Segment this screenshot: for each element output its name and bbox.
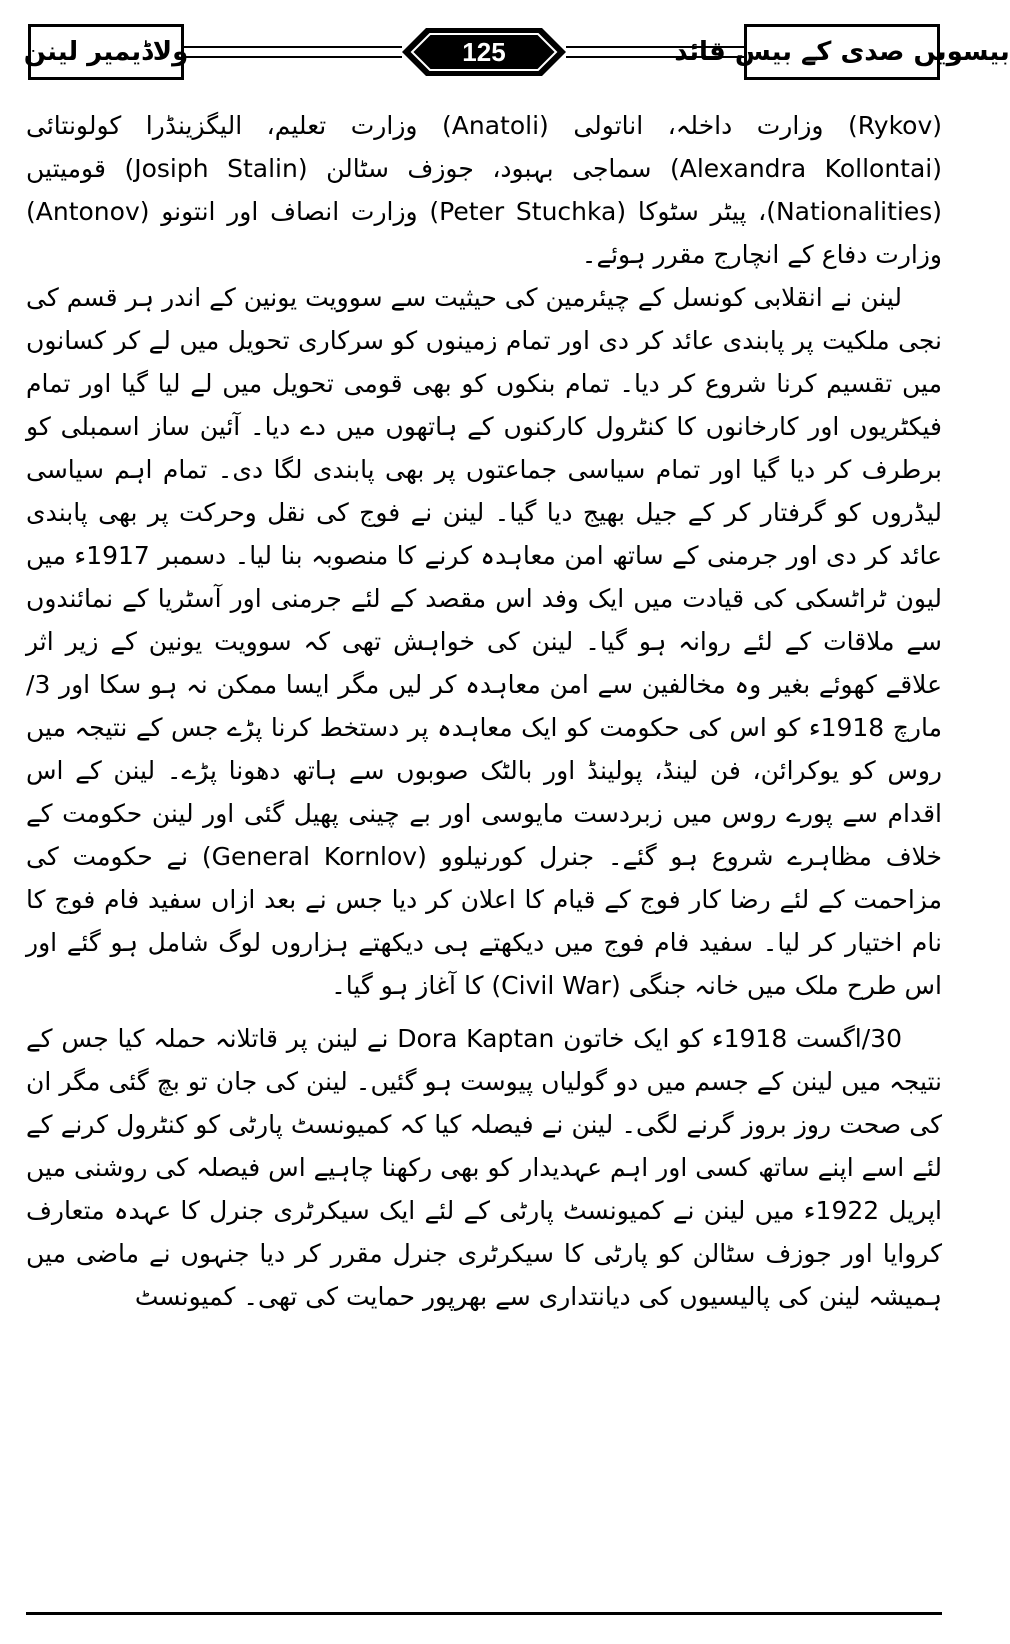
page-header	[23, 24, 1010, 84]
chapter-title: ولاڈیمیر لینن	[23, 37, 189, 67]
footer-rule	[26, 1612, 942, 1615]
paragraph-2: لینن نے انقلابی کونسل کے چیئرمین کی حیثیت سے سوویت یونین کے اندر ہر قسم کی نجی ملکیت پر پابندی عائد کر دی اور تمام زمینوں کو سرکاری تحویل میں لے کر کسانوں میں تقسیم کرنا شروع کر دیا۔ تمام بنکوں کو بھی قومی تحویل میں لے لیا گیا اور تمام فیکٹریوں اور کارخانوں کا کنٹرول کارکنوں کے ہاتھوں میں دے دیا۔ آئین ساز اسمبلی کو برطرف کر دیا گیا اور تمام سیاسی جماعتوں پر بھی پابندی لگا دی۔ تمام اہم سیاسی لیڈروں کو گرفتار کر کے جیل بھیج دیا گیا۔ لینن نے فوج کی نقل وحرکت پر بھی پابندی عائد کر دی اور جرمنی کے ساتھ امن معاہدہ کرنے کا منصوبہ بنا لیا۔ دسمبر 1917ء میں لیون ٹراٹسکی کی قیادت میں ایک وفد اس مقصد کے لئے جرمنی اور آسٹریا کے نمائندوں سے ملاقات کے لئے روانہ ہو گیا۔ لینن کی خواہش تھی کہ سوویت یونین کے زیر اثر علاقے کھوئے بغیر وہ مخالفین سے امن معاہدہ کر لیں مگر ایسا ممکن نہ ہو سکا اور 3/مارچ 1918ء کو اس کی حکومت کو ایک معاہدہ پر دستخط کرنا پڑے جس کے نتیجہ میں روس کو یوکرائن، فن لینڈ، پولینڈ اور بالٹک صوبوں سے ہاتھ دھونا پڑے۔ لینن کے اس اقدام سے پورے روس میں زبردست مایوسی اور بے چینی پھیل گئی اور لینن حکومت کے خلاف مظاہرے شروع ہو گئے۔ جنرل کورنیلوو (General Kornlov) نے حکومت کی مزاحمت کے لئے رضا کار فوج کے قیام کا اعلان کر دیا جس نے بعد ازاں سفید فام فوج کا نام اختیار کر لیا۔ سفید فام فوج میں دیکھتے ہی دیکھتے ہزاروں لوگ شامل ہو گئے اور اس طرح ملک میں خانہ جنگی (Civil War) کا آغاز ہو گیا۔	[26, 283, 942, 1000]
header-rule-left-bottom	[184, 56, 402, 58]
paragraph-1: (Rykov) وزارت داخلہ، اناتولی (Anatoli) وزارت تعلیم، الیگزینڈرا کولونتائی (Alexandra Kollontai) سماجی بہبود، جوزف سٹالن (Josiph Stalin) قومیتیں (Nationalities)، پیٹر سٹوکا (Peter Stuchka) وزارت انصاف اور انتونو (Antonov) وزارت دفاع کے انچارج مقرر ہوئے۔	[26, 111, 943, 269]
header-rule-left-top	[184, 46, 402, 48]
paragraph-3: 30/اگست 1918ء کو ایک خاتون Dora Kaptan نے لینن پر قاتلانہ حملہ کیا جس کے نتیجہ میں لینن کے جسم میں دو گولیاں پیوست ہو گئیں۔ لینن کی جان تو بچ گئی مگر ان کی صحت روز بروز گرنے لگی۔ لینن نے فیصلہ کیا کہ کمیونسٹ پارٹی کو کنٹرول کرنے کے لئے اسے اپنے ساتھ کسی اور اہم عہدیدار کو بھی رکھنا چاہیے اس فیصلہ کی روشنی میں اپریل 1922ء میں لینن نے کمیونسٹ پارٹی کے لئے ایک سیکرٹری جنرل کا عہدہ متعارف کروایا اور جوزف سٹالن کو پارٹی کا سیکرٹری جنرل مقرر کر دیا جنہوں نے ماضی میں ہمیشہ لینن کی پالیسیوں کی دیانتداری سے بھرپور حمایت کی تھی۔ کمیونسٹ	[26, 1024, 942, 1311]
chapter-title-box	[23, 24, 189, 80]
page-number-badge	[400, 26, 568, 78]
book-title: بیسویں صدی کے بیس قائد	[674, 37, 1010, 67]
page-number: 125	[462, 36, 506, 67]
page-body	[26, 104, 942, 1604]
book-title-box	[674, 24, 1010, 80]
